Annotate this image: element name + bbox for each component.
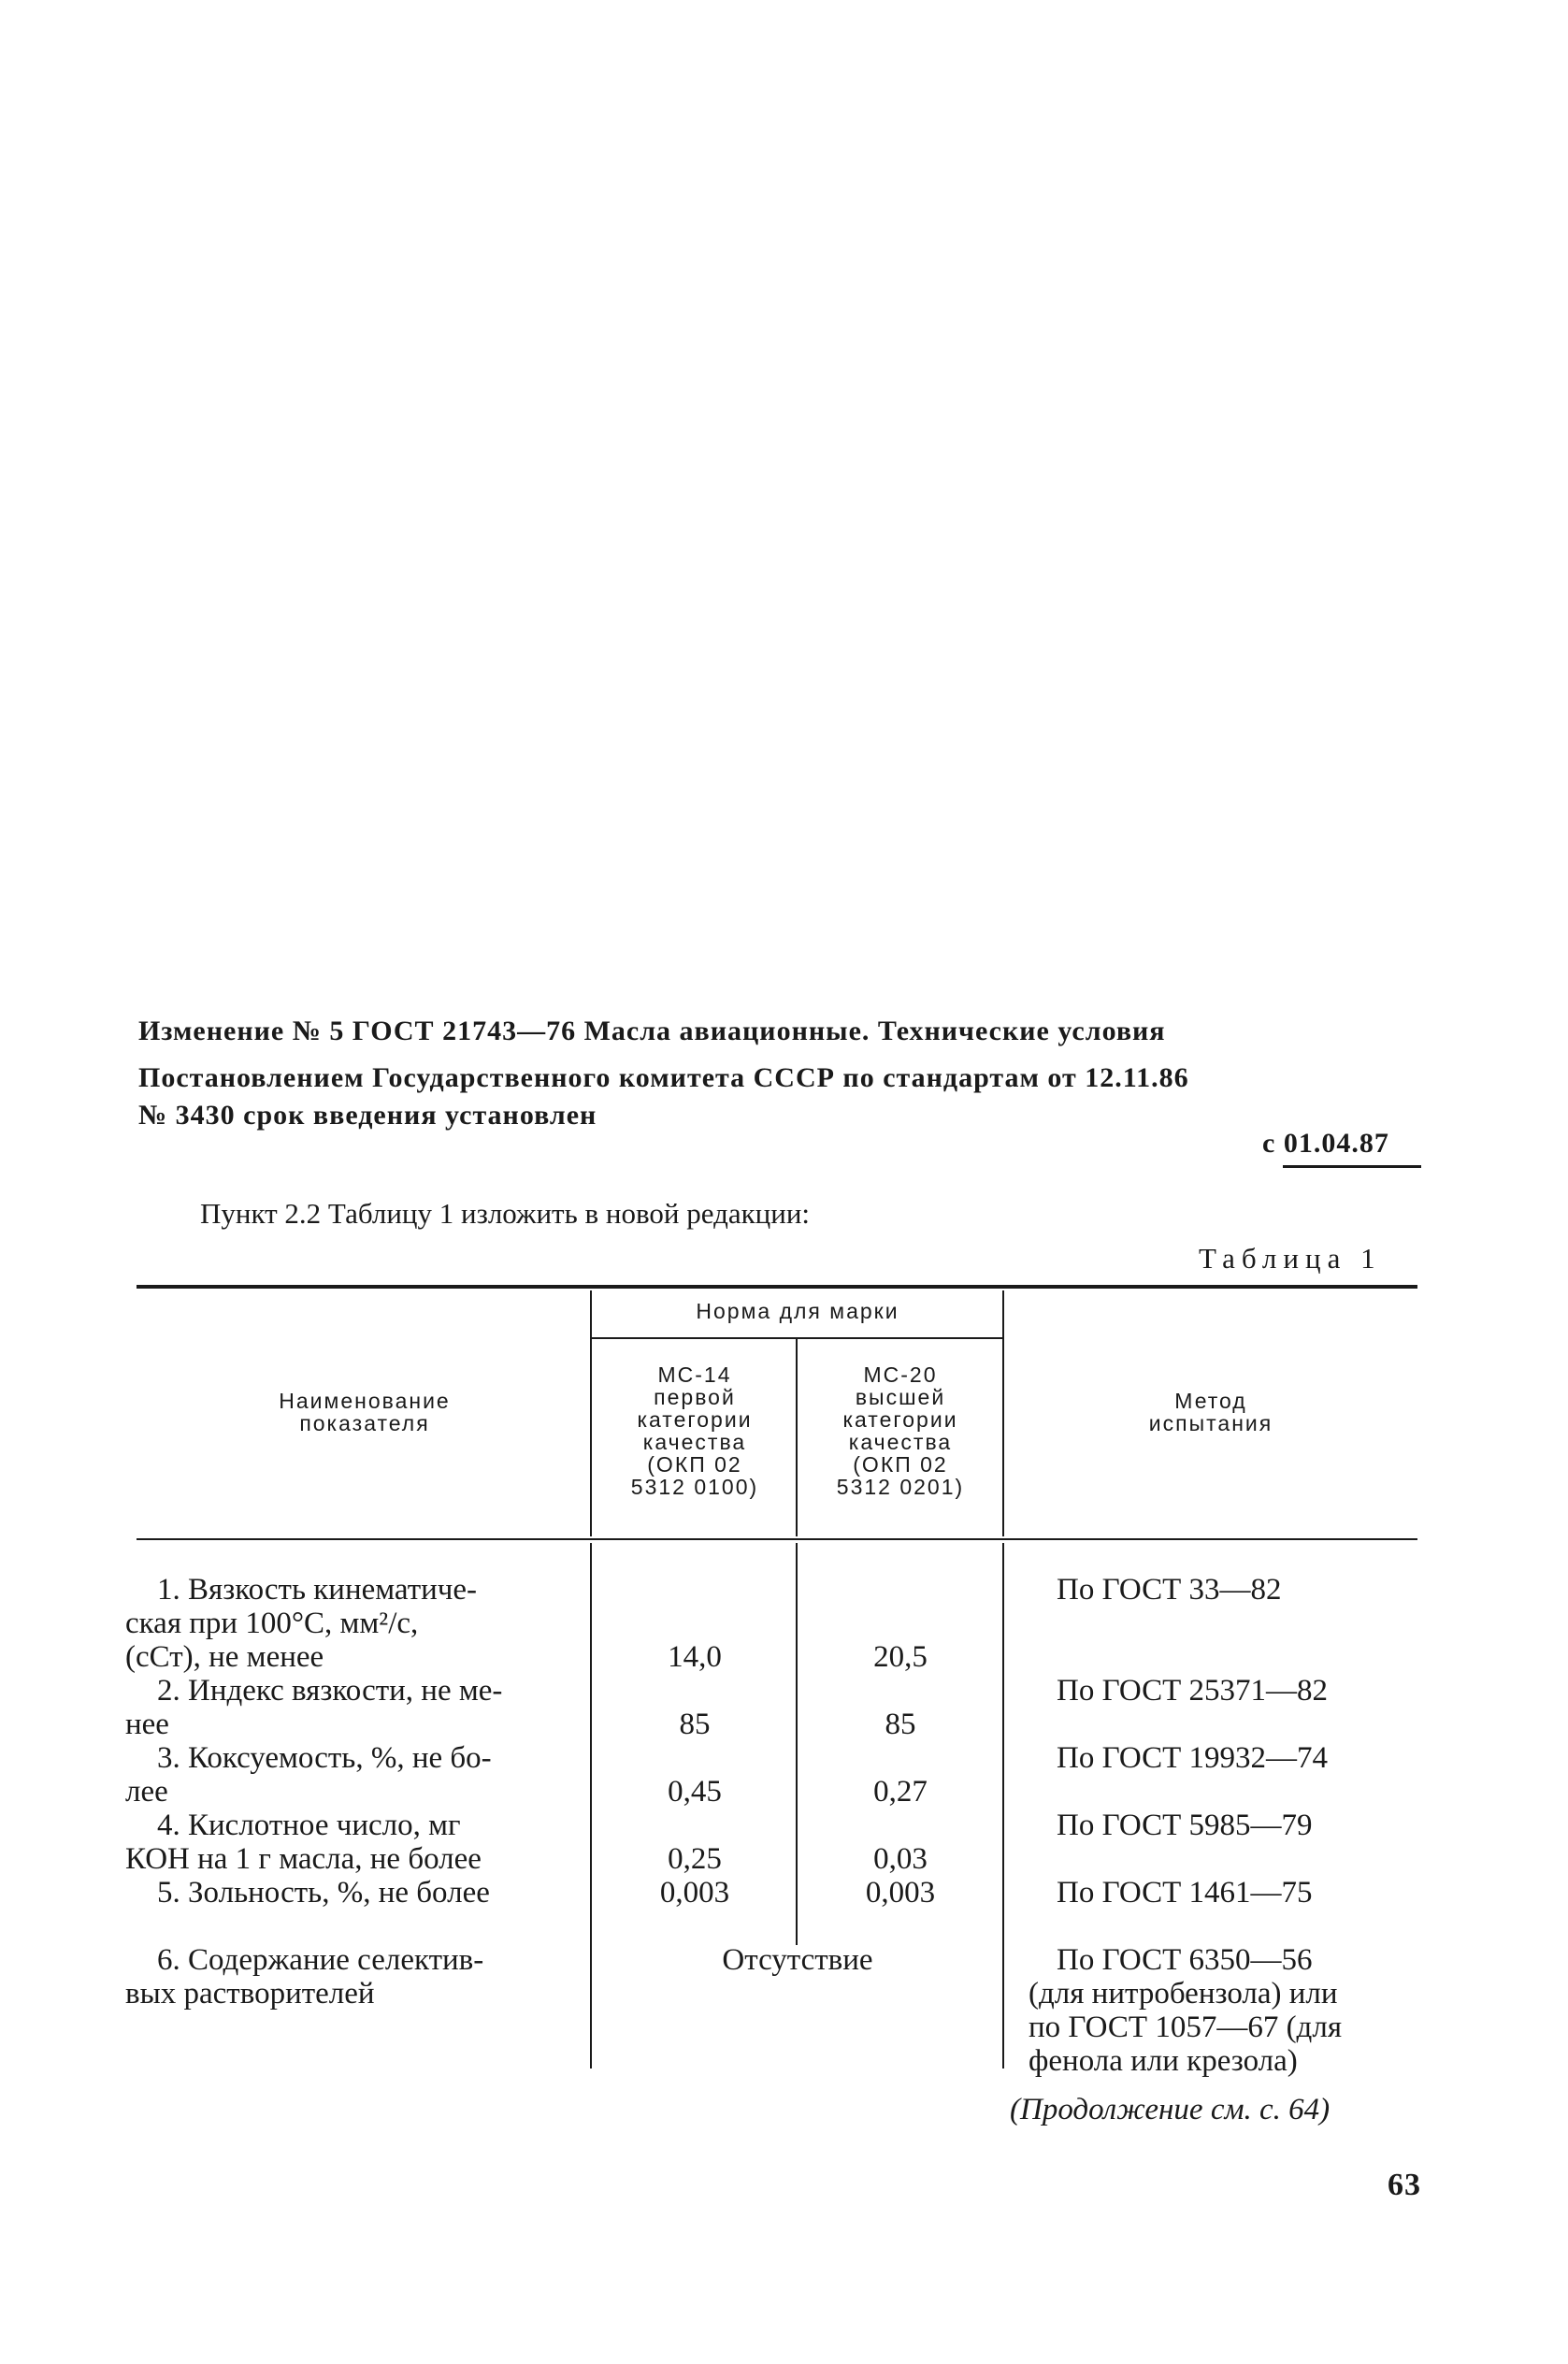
table-top-rule <box>137 1285 1417 1289</box>
row-6-method-line-4: фенола или крезола) <box>1029 2044 1298 2078</box>
date-underline <box>1283 1165 1421 1168</box>
col-header-ms14: МС-14 первой категории качества (ОКП 02 5312 0100) <box>630 1362 759 1499</box>
intro-text: Пункт 2.2 Таблицу 1 изложить в новой редакции: <box>200 1197 811 1230</box>
divider-1-header <box>590 1290 592 1536</box>
row-3-name-line-2: лее <box>125 1775 168 1809</box>
row-6-method-line-2: (для нитробензола) или <box>1029 1977 1338 2011</box>
decree-line-2: № 3430 срок введения установлен <box>138 1100 597 1131</box>
row-6-merged-value: Отсутствие <box>722 1943 873 1977</box>
row-4-name-line-2: КОН на 1 г масла, не более <box>125 1842 482 1876</box>
effective-date: с 01.04.87 <box>1262 1128 1389 1159</box>
col-group-header: Норма для марки <box>696 1299 899 1323</box>
divider-1-body <box>590 1543 592 2068</box>
row-3-ms14: 0,45 <box>668 1775 722 1809</box>
decree-line-1: Постановлением Государственного комитета СССР по стандартам от 12.11.86 <box>138 1062 1189 1093</box>
page-number: 63 <box>1388 2168 1421 2202</box>
row-1-name-line-3: (сСт), не менее <box>125 1640 324 1674</box>
row-4-ms14: 0,25 <box>668 1842 722 1876</box>
col-header-ms20: МС-20 высшей категории качества (ОКП 02 5312 0201) <box>836 1362 965 1499</box>
row-6-method-line-3: по ГОСТ 1057—67 (для <box>1029 2011 1342 2044</box>
row-3-method: По ГОСТ 19932—74 <box>1057 1741 1328 1775</box>
table-header-rule <box>137 1538 1417 1540</box>
row-2-name-line-1: 2. Индекс вязкости, не ме- <box>157 1674 503 1708</box>
row-2-ms20: 85 <box>885 1708 916 1741</box>
row-4-name-line-1: 4. Кислотное число, мг <box>157 1809 461 1842</box>
row-1-name-line-2: ская при 100°С, мм²/с, <box>125 1607 419 1640</box>
row-4-ms20: 0,03 <box>873 1842 928 1876</box>
row-2-method: По ГОСТ 25371—82 <box>1057 1674 1328 1708</box>
row-1-name-line-1: 1. Вязкость кинематиче- <box>157 1573 478 1607</box>
row-4-method: По ГОСТ 5985—79 <box>1057 1809 1313 1842</box>
row-2-name-line-2: нее <box>125 1708 169 1741</box>
table-label: Таблица 1 <box>1199 1242 1382 1275</box>
row-6-name-line-2: вых растворителей <box>125 1977 375 2011</box>
row-5-method: По ГОСТ 1461—75 <box>1057 1876 1313 1910</box>
row-2-ms14: 85 <box>679 1708 711 1741</box>
row-5-ms14: 0,003 <box>659 1876 730 1910</box>
row-6-name-line-1: 6. Содержание селектив- <box>157 1943 484 1977</box>
row-6-method-line-1: По ГОСТ 6350—56 <box>1057 1943 1313 1977</box>
row-1-ms20: 20,5 <box>873 1640 928 1674</box>
amendment-title: Изменение № 5 ГОСТ 21743—76 Масла авиационные. Технические условия <box>138 1016 1166 1046</box>
row-3-name-line-1: 3. Коксуемость, %, не бо- <box>157 1741 492 1775</box>
row-1-method: По ГОСТ 33—82 <box>1057 1573 1282 1607</box>
divider-3-body <box>1002 1543 1004 2068</box>
row-1-ms14: 14,0 <box>668 1640 722 1674</box>
continuation-note: (Продолжение см. с. 64) <box>1010 2093 1331 2126</box>
col-header-method: Метод испытания <box>1148 1389 1273 1435</box>
row-3-ms20: 0,27 <box>873 1775 928 1809</box>
row-5-name-line-1: 5. Зольность, %, не более <box>157 1876 490 1910</box>
col-header-indicator: Наименование показателя <box>279 1389 451 1435</box>
row-5-ms20: 0,003 <box>865 1876 936 1910</box>
